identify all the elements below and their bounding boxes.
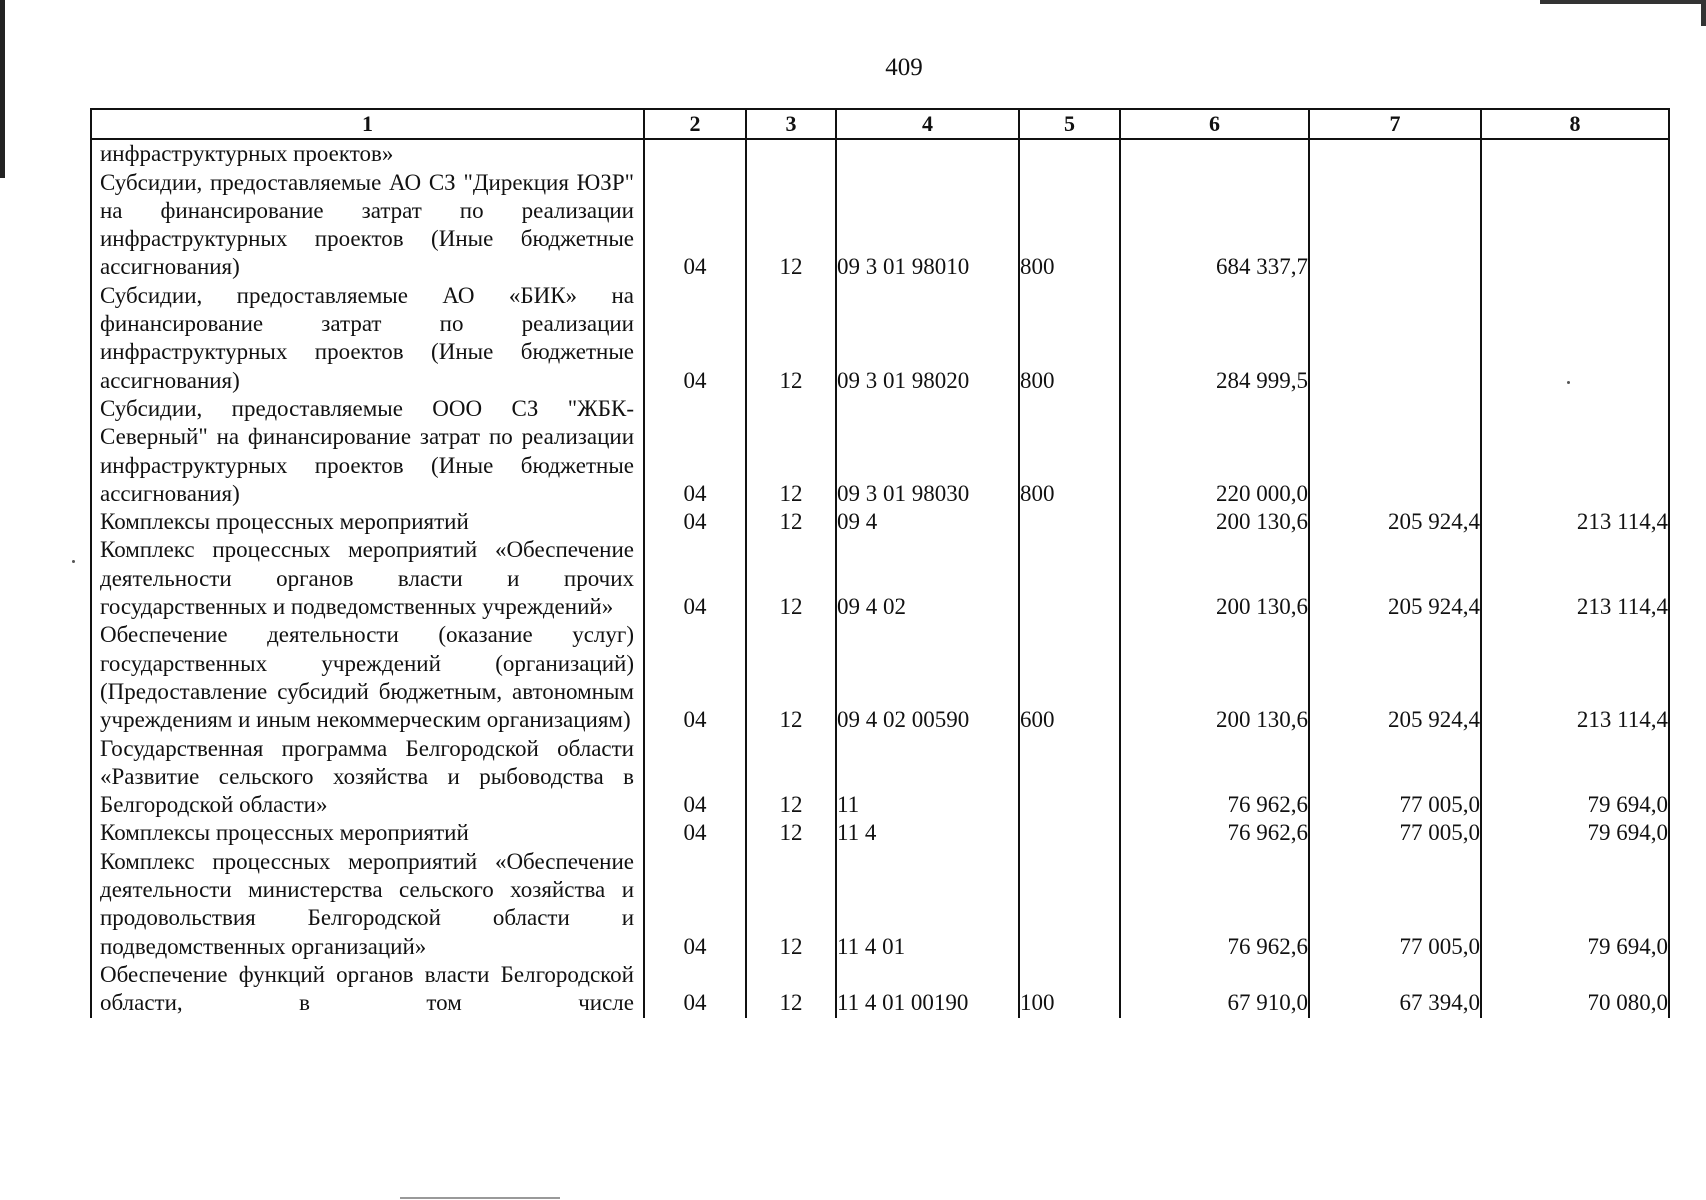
cell-col7: 205 924,4 bbox=[1309, 536, 1481, 621]
table-row bbox=[91, 536, 1669, 621]
scan-speck bbox=[1567, 381, 1570, 384]
cell-col6: 284 999,5 bbox=[1120, 282, 1309, 395]
column-header: 6 bbox=[1120, 109, 1309, 139]
cell-col2: 04 bbox=[644, 508, 746, 536]
scan-speck bbox=[72, 560, 75, 563]
cell-col2: 04 bbox=[644, 282, 746, 395]
cell-col3: 12 bbox=[746, 536, 836, 621]
cell-col7 bbox=[1309, 139, 1481, 168]
cell-col4: 09 3 01 98030 bbox=[836, 395, 1019, 508]
cell-col8 bbox=[1481, 169, 1669, 282]
cell-col8: 70 080,0 bbox=[1481, 961, 1669, 1018]
cell-col5: 800 bbox=[1019, 395, 1120, 508]
cell-col6: 200 130,6 bbox=[1120, 536, 1309, 621]
cell-col7 bbox=[1309, 282, 1481, 395]
cell-col3: 12 bbox=[746, 735, 836, 820]
cell-col3: 12 bbox=[746, 961, 836, 1018]
row-description: Комплексы процессных мероприятий bbox=[91, 819, 644, 847]
cell-col2: 04 bbox=[644, 395, 746, 508]
cell-col4: 09 4 02 bbox=[836, 536, 1019, 621]
cell-col8: 79 694,0 bbox=[1481, 819, 1669, 847]
cell-col2: 04 bbox=[644, 961, 746, 1018]
scan-edge-mark bbox=[1540, 0, 1706, 4]
cell-col8 bbox=[1481, 139, 1669, 168]
table-row bbox=[91, 621, 1669, 734]
cell-col7 bbox=[1309, 395, 1481, 508]
cell-col3: 12 bbox=[746, 169, 836, 282]
table-row bbox=[91, 848, 1669, 961]
cell-col2: 04 bbox=[644, 169, 746, 282]
scan-edge-mark bbox=[0, 0, 5, 178]
cell-col5 bbox=[1019, 735, 1120, 820]
row-description: Субсидии, предоставляемые ООО СЗ "ЖБК-Северный" на финансирование затрат по реализации инфраструктурных проектов (Иные бюджетные ассигнования) bbox=[91, 395, 644, 508]
cell-col3: 12 bbox=[746, 848, 836, 961]
column-header: 4 bbox=[836, 109, 1019, 139]
cell-col2: 04 bbox=[644, 735, 746, 820]
cell-col4 bbox=[836, 139, 1019, 168]
cell-col7 bbox=[1309, 169, 1481, 282]
cell-col6: 220 000,0 bbox=[1120, 395, 1309, 508]
cell-col3: 12 bbox=[746, 395, 836, 508]
cell-col3 bbox=[746, 139, 836, 168]
cell-col7: 77 005,0 bbox=[1309, 735, 1481, 820]
table-row bbox=[91, 282, 1669, 395]
cell-col4: 09 4 bbox=[836, 508, 1019, 536]
scan-edge-mark bbox=[1701, 0, 1706, 26]
cell-col3: 12 bbox=[746, 508, 836, 536]
cell-col4: 11 4 01 00190 bbox=[836, 961, 1019, 1018]
cell-col5: 800 bbox=[1019, 282, 1120, 395]
cell-col8: 79 694,0 bbox=[1481, 735, 1669, 820]
cell-col5: 100 bbox=[1019, 961, 1120, 1018]
cell-col6: 200 130,6 bbox=[1120, 621, 1309, 734]
cell-col4: 09 4 02 00590 bbox=[836, 621, 1019, 734]
cell-col4: 11 bbox=[836, 735, 1019, 820]
table-row bbox=[91, 735, 1669, 820]
cell-col2 bbox=[644, 139, 746, 168]
cell-col3: 12 bbox=[746, 282, 836, 395]
table-row bbox=[91, 961, 1669, 1018]
cell-col7: 77 005,0 bbox=[1309, 848, 1481, 961]
column-header: 7 bbox=[1309, 109, 1481, 139]
cell-col6: 67 910,0 bbox=[1120, 961, 1309, 1018]
table-header-row bbox=[91, 109, 1669, 139]
cell-col4: 09 3 01 98010 bbox=[836, 169, 1019, 282]
budget-table bbox=[90, 108, 1670, 1018]
row-description: Комплекс процессных мероприятий «Обеспечение деятельности органов власти и прочих государственных и подведомственных учреждений» bbox=[91, 536, 644, 621]
table-row bbox=[91, 819, 1669, 847]
cell-col2: 04 bbox=[644, 621, 746, 734]
column-header: 3 bbox=[746, 109, 836, 139]
cell-col6: 684 337,7 bbox=[1120, 169, 1309, 282]
cell-col3: 12 bbox=[746, 621, 836, 734]
row-description: Государственная программа Белгородской области «Развитие сельского хозяйства и рыбоводства в Белгородской области» bbox=[91, 735, 644, 820]
row-description: Субсидии, предоставляемые АО СЗ "Дирекция ЮЗР" на финансирование затрат по реализации инфраструктурных проектов (Иные бюджетные ассигнования) bbox=[91, 169, 644, 282]
cell-col6: 76 962,6 bbox=[1120, 848, 1309, 961]
cell-col5 bbox=[1019, 508, 1120, 536]
cell-col2: 04 bbox=[644, 536, 746, 621]
row-description: инфраструктурных проектов» bbox=[91, 139, 644, 168]
cell-col8 bbox=[1481, 395, 1669, 508]
table-row bbox=[91, 395, 1669, 508]
table-row bbox=[91, 139, 1669, 168]
row-description: Обеспечение функций органов власти Белгородской области, в том числе bbox=[91, 961, 644, 1018]
cell-col5 bbox=[1019, 848, 1120, 961]
cell-col6: 76 962,6 bbox=[1120, 735, 1309, 820]
cell-col4: 11 4 bbox=[836, 819, 1019, 847]
cell-col8: 213 114,4 bbox=[1481, 621, 1669, 734]
cell-col7: 77 005,0 bbox=[1309, 819, 1481, 847]
cell-col6: 200 130,6 bbox=[1120, 508, 1309, 536]
cell-col5 bbox=[1019, 139, 1120, 168]
cell-col5: 800 bbox=[1019, 169, 1120, 282]
cell-col8 bbox=[1481, 282, 1669, 395]
cell-col7: 205 924,4 bbox=[1309, 508, 1481, 536]
cell-col5: 600 bbox=[1019, 621, 1120, 734]
cell-col8: 79 694,0 bbox=[1481, 848, 1669, 961]
cell-col2: 04 bbox=[644, 819, 746, 847]
cell-col8: 213 114,4 bbox=[1481, 536, 1669, 621]
cell-col6: 76 962,6 bbox=[1120, 819, 1309, 847]
row-description: Комплекс процессных мероприятий «Обеспечение деятельности министерства сельского хозяйства и продовольствия Белгородской области и подведомственных организаций» bbox=[91, 848, 644, 961]
table-row bbox=[91, 169, 1669, 282]
cell-col8: 213 114,4 bbox=[1481, 508, 1669, 536]
row-description: Комплексы процессных мероприятий bbox=[91, 508, 644, 536]
cell-col3: 12 bbox=[746, 819, 836, 847]
cell-col5 bbox=[1019, 536, 1120, 621]
cell-col5 bbox=[1019, 819, 1120, 847]
page-number: 409 bbox=[885, 54, 923, 81]
cell-col7: 205 924,4 bbox=[1309, 621, 1481, 734]
scan-edge-mark bbox=[400, 1197, 560, 1199]
cell-col2: 04 bbox=[644, 848, 746, 961]
cell-col7: 67 394,0 bbox=[1309, 961, 1481, 1018]
column-header: 2 bbox=[644, 109, 746, 139]
column-header: 5 bbox=[1019, 109, 1120, 139]
cell-col6 bbox=[1120, 139, 1309, 168]
column-header: 8 bbox=[1481, 109, 1669, 139]
column-header: 1 bbox=[91, 109, 644, 139]
cell-col4: 09 3 01 98020 bbox=[836, 282, 1019, 395]
row-description: Обеспечение деятельности (оказание услуг) государственных учреждений (организаций) (Предоставление субсидий бюджетным, автономным учреждениям и иным некоммерческим организациям) bbox=[91, 621, 644, 734]
row-description: Субсидии, предоставляемые АО «БИК» на финансирование затрат по реализации инфраструктурных проектов (Иные бюджетные ассигнования) bbox=[91, 282, 644, 395]
cell-col4: 11 4 01 bbox=[836, 848, 1019, 961]
table-row bbox=[91, 508, 1669, 536]
